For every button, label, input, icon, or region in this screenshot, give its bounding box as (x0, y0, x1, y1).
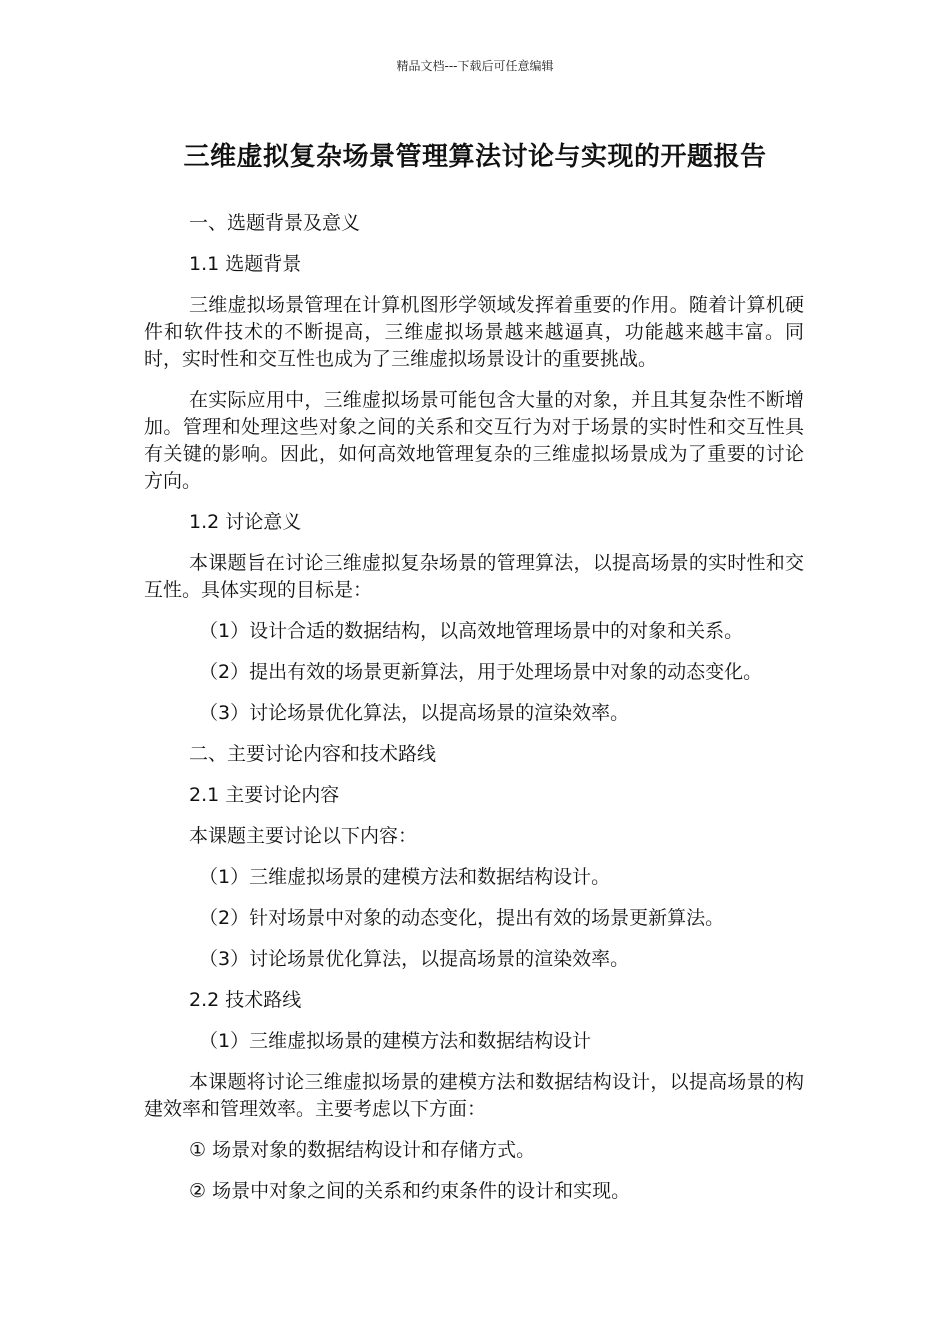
subsection-heading-1-1: 1.1 选题背景 (189, 253, 302, 275)
content-item-1: （1）三维虚拟场景的建模方法和数据结构设计。 (199, 866, 611, 888)
goal-item-3: （3）讨论场景优化算法，以提高场景的渲染效率。 (199, 702, 630, 724)
page-header: 精品文档---下载后可任意编辑 (396, 59, 554, 73)
paragraph-background-2: 在实际应用中，三维虚拟场景可能包含大量的对象，并且其复杂性不断增加。管理和处理这些对象之间的关系和交互行为对于场景的实时性和交互性具有关键的影响。因此，如何高效地管理复杂的三维虚拟场景成为了重要的讨论方向。 (144, 389, 804, 492)
paragraph-modeling: 本课题将讨论三维虚拟场景的建模方法和数据结构设计，以提高场景的构建效率和管理效率。主要考虑以下方面： (144, 1071, 804, 1120)
aspect-item-1: ① 场景对象的数据结构设计和存储方式。 (189, 1139, 536, 1161)
subsection-heading-2-1: 2.1 主要讨论内容 (189, 784, 340, 806)
goal-item-2: （2）提出有效的场景更新算法，用于处理场景中对象的动态变化。 (199, 661, 763, 683)
section-heading-1: 一、选题背景及意义 (189, 212, 361, 234)
document-body (144, 210, 804, 1219)
tech-route-item-1: （1）三维虚拟场景的建模方法和数据结构设计 (199, 1030, 592, 1052)
paragraph-significance: 本课题旨在讨论三维虚拟复杂场景的管理算法，以提高场景的实时性和交互性。具体实现的目标是： (144, 552, 804, 601)
section-heading-2: 二、主要讨论内容和技术路线 (189, 743, 437, 765)
subsection-heading-2-2: 2.2 技术路线 (189, 989, 302, 1011)
paragraph-content-intro: 本课题主要讨论以下内容： (189, 825, 418, 847)
goal-item-1: （1）设计合适的数据结构，以高效地管理场景中的对象和关系。 (199, 620, 744, 642)
document-title: 三维虚拟复杂场景管理算法讨论与实现的开题报告 (183, 142, 767, 172)
content-item-3: （3）讨论场景优化算法，以提高场景的渲染效率。 (199, 948, 630, 970)
aspect-item-2: ② 场景中对象之间的关系和约束条件的设计和实现。 (189, 1180, 631, 1202)
subsection-heading-1-2: 1.2 讨论意义 (189, 511, 302, 533)
content-item-2: （2）针对场景中对象的动态变化，提出有效的场景更新算法。 (199, 907, 725, 929)
paragraph-background-1: 三维虚拟场景管理在计算机图形学领域发挥着重要的作用。随着计算机硬件和软件技术的不断提高，三维虚拟场景越来越逼真，功能越来越丰富。同时，实时性和交互性也成为了三维虚拟场景设计的重要挑战。 (144, 294, 804, 370)
